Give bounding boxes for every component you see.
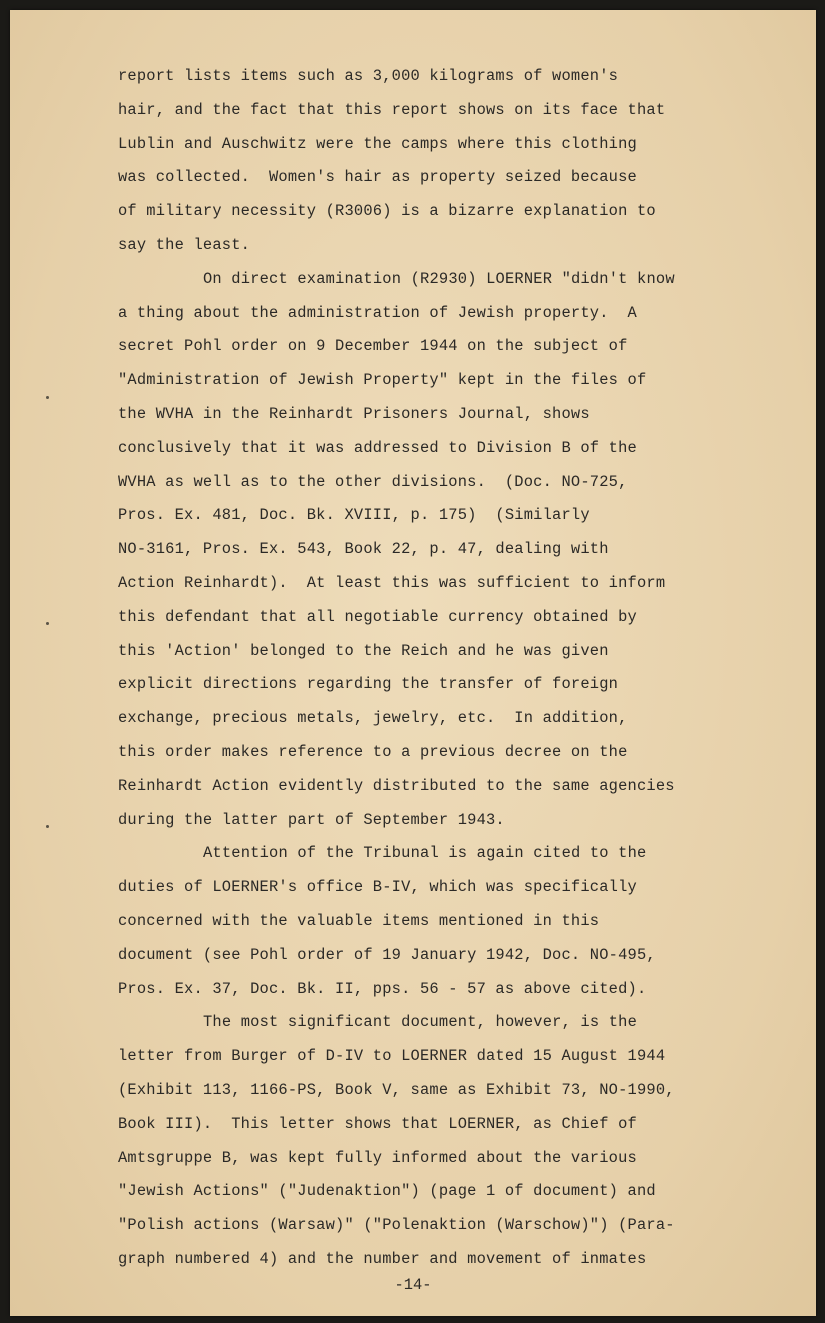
text-line: exchange, precious metals, jewelry, etc. In addition,: [118, 709, 628, 728]
text-line: Action Reinhardt). At least this was sufficient to inform: [118, 573, 666, 592]
text-line: letter from Burger of D-IV to LOERNER dated 15 August 1944: [118, 1047, 666, 1066]
text-line: NO-3161, Pros. Ex. 543, Book 22, p. 47, dealing with: [118, 540, 609, 559]
text-line: WVHA as well as to the other divisions. (Doc. NO-725,: [118, 472, 628, 491]
text-line: graph numbered 4) and the number and movement of inmates: [118, 1249, 647, 1268]
document-page: [10, 10, 816, 1316]
binding-hole-mark: [46, 825, 49, 828]
text-line: explicit directions regarding the transfer of foreign: [118, 675, 619, 694]
text-line: "Jewish Actions" ("Judenaktion") (page 1 of document) and: [118, 1182, 656, 1201]
text-line: Pros. Ex. 481, Doc. Bk. XVIII, p. 175) (Similarly: [118, 506, 590, 525]
text-line: report lists items such as 3,000 kilograms of women's: [118, 67, 619, 85]
text-line: conclusively that it was addressed to Division B of the: [118, 438, 637, 457]
text-line: was collected. Women's hair as property seized because: [118, 168, 637, 187]
text-line: this defendant that all negotiable currency obtained by: [118, 607, 637, 626]
text-line: "Polish actions (Warsaw)" ("Polenaktion (Warschow)") (Para-: [118, 1216, 675, 1235]
binding-hole-mark: [46, 396, 49, 399]
body-text: [118, 60, 728, 1277]
text-line: Reinhardt Action evidently distributed to the same agencies: [118, 776, 675, 795]
text-line: On direct examination (R2930) LOERNER "didn't know: [203, 269, 675, 288]
text-line: Book III). This letter shows that LOERNER, as Chief of: [118, 1114, 637, 1133]
text-line: a thing about the administration of Jewish property. A: [118, 303, 637, 322]
text-line: Pros. Ex. 37, Doc. Bk. II, pps. 56 - 57 as above cited).: [118, 979, 647, 998]
text-line: document (see Pohl order of 19 January 1942, Doc. NO-495,: [118, 945, 656, 964]
text-line: "Administration of Jewish Property" kept in the files of: [118, 371, 647, 390]
text-line: concerned with the valuable items mentioned in this: [118, 911, 600, 930]
text-line: hair, and the fact that this report shows on its face that: [118, 100, 666, 119]
text-line: this 'Action' belonged to the Reich and he was given: [118, 641, 609, 660]
page-number: -14-: [394, 1276, 432, 1294]
text-line: say the least.: [118, 235, 251, 254]
text-line: during the latter part of September 1943.: [118, 810, 505, 829]
text-line: Attention of the Tribunal is again cited to the: [203, 844, 647, 863]
text-line: secret Pohl order on 9 December 1944 on the subject of: [118, 337, 628, 356]
text-line: duties of LOERNER's office B-IV, which was specifically: [118, 878, 637, 897]
text-line: Lublin and Auschwitz were the camps where this clothing: [118, 134, 637, 153]
text-line: the WVHA in the Reinhardt Prisoners Journal, shows: [118, 404, 590, 423]
text-line: this order makes reference to a previous decree on the: [118, 742, 628, 761]
text-line: Amtsgruppe B, was kept fully informed about the various: [118, 1148, 637, 1167]
binding-hole-mark: [46, 622, 49, 625]
text-line: (Exhibit 113, 1166-PS, Book V, same as Exhibit 73, NO-1990,: [118, 1080, 675, 1099]
text-line: of military necessity (R3006) is a bizarre explanation to: [118, 202, 656, 221]
text-line: The most significant document, however, is the: [203, 1013, 638, 1032]
